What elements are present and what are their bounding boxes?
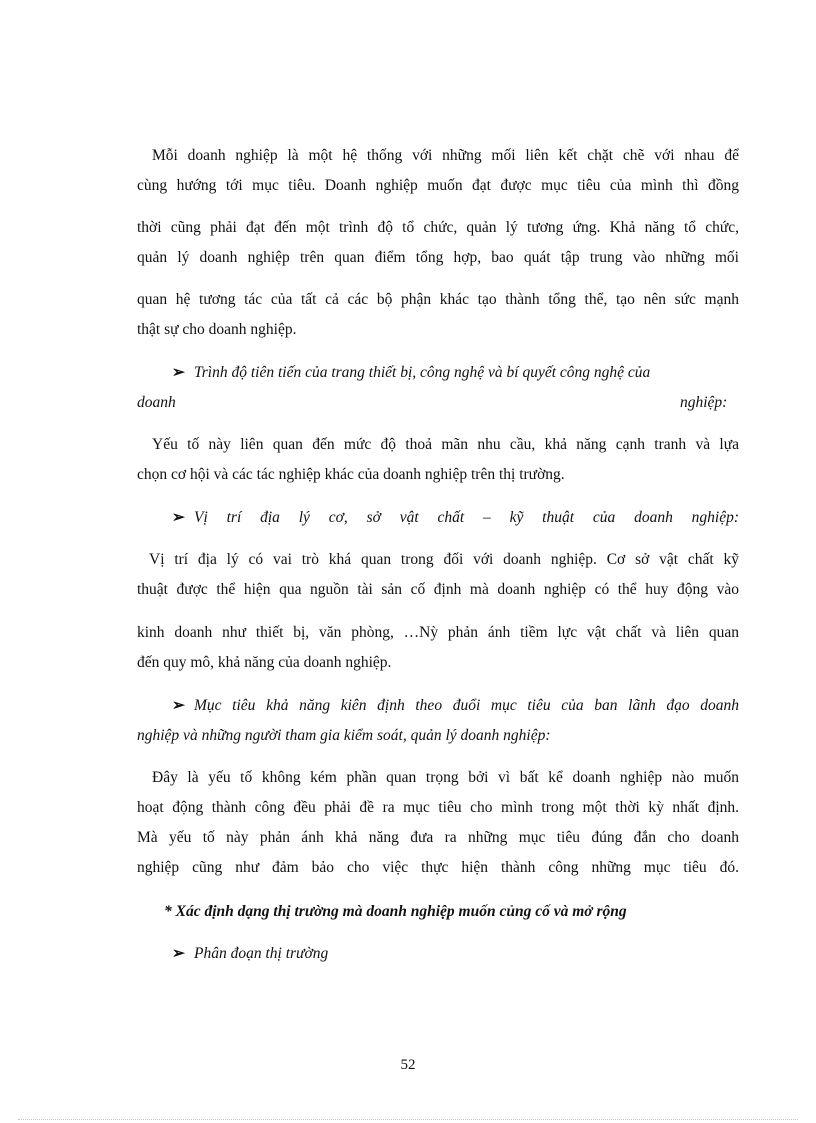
paragraph-1-line-3: thời cũng phải đạt đến một trình độ tổ chức, quản lý tương ứng. Khả năng tổ chức, bbox=[137, 219, 739, 236]
paragraph-1-line-1: Mỗi doanh nghiệp là một hệ thống với những mối liên kết chặt chẽ với nhau để bbox=[152, 147, 739, 164]
heading-3-line-2: nghiệp và những người tham gia kiểm soát, quản lý doanh nghiệp: bbox=[137, 727, 551, 744]
heading-1-line-1 bbox=[172, 363, 739, 383]
heading-1-line-2a: doanh bbox=[137, 394, 176, 411]
paragraph-2-line-1: Yếu tố này liên quan đến mức độ thoả mãn nhu cầu, khả năng cạnh tranh và lựa bbox=[152, 436, 739, 453]
page-number: 52 bbox=[400, 1057, 416, 1073]
arrow-bullet-icon: ➢ bbox=[172, 697, 185, 714]
paragraph-3-line-4: đến quy mô, khả năng của doanh nghiệp. bbox=[137, 654, 392, 671]
paragraph-1-line-5: quan hệ tương tác của tất cả các bộ phận khác tạo thành tổng thể, tạo nên sức mạnh bbox=[137, 291, 739, 308]
heading-1-line-2b: nghiệp: bbox=[680, 394, 728, 411]
paragraph-4-line-1: Đây là yếu tố không kém phần quan trọng bởi vì bất kể doanh nghiệp nào muốn bbox=[152, 769, 739, 786]
heading-3-text: Mục tiêu khả năng kiên định theo đuổi mục tiêu của ban lãnh đạo doanh bbox=[194, 697, 739, 714]
paragraph-4-line-3: Mà yếu tố này phản ánh khả năng đưa ra những mục tiêu đúng đắn cho doanh bbox=[137, 829, 739, 846]
paragraph-2-line-2: chọn cơ hội và các tác nghiệp khác của doanh nghiệp trên thị trường. bbox=[137, 466, 565, 483]
arrow-bullet-icon: ➢ bbox=[172, 509, 185, 526]
paragraph-1-line-4: quản lý doanh nghiệp trên quan điểm tổng hợp, bao quát tập trung vào những mối bbox=[137, 249, 739, 266]
heading-1-text: Trình độ tiên tiến của trang thiết bị, công nghệ và bí quyết công nghệ của bbox=[194, 364, 651, 381]
paragraph-3-line-2: thuật được thể hiện qua nguồn tài sản cố định mà doanh nghiệp có thể huy động vào bbox=[137, 581, 739, 598]
paragraph-4-line-4: nghiệp cũng như đảm bảo cho việc thực hiện thành công những mục tiêu đó. bbox=[137, 859, 739, 876]
paragraph-4-line-2: hoạt động thành công đều phải đề ra mục tiêu cho mình trong một thời kỳ nhất định. bbox=[137, 799, 739, 816]
heading-2-text: Vị trí địa lý cơ, sở vật chất – kỹ thuật của doanh nghiệp: bbox=[194, 509, 739, 526]
footer-divider bbox=[18, 1119, 798, 1120]
arrow-bullet-icon: ➢ bbox=[172, 364, 185, 381]
section-heading: * Xác định dạng thị trường mà doanh nghiệp muốn củng cố và mở rộng bbox=[164, 903, 627, 920]
sub-heading-text: Phân đoạn thị trường bbox=[194, 945, 329, 962]
heading-3-line-1 bbox=[172, 696, 739, 716]
sub-heading bbox=[172, 944, 328, 964]
paragraph-1-line-6: thật sự cho doanh nghiệp. bbox=[137, 321, 297, 338]
paragraph-3-line-3: kinh doanh như thiết bị, văn phòng, …Nỳ phản ánh tiềm lực vật chất và liên quan bbox=[137, 624, 739, 641]
arrow-bullet-icon: ➢ bbox=[172, 945, 185, 962]
paragraph-3-line-1: Vị trí địa lý có vai trò khá quan trong đối với doanh nghiệp. Cơ sở vật chất kỹ bbox=[149, 551, 739, 568]
heading-2-line-1 bbox=[172, 508, 739, 528]
paragraph-1-line-2: cùng hướng tới mục tiêu. Doanh nghiệp muốn đạt được mục tiêu của mình thì đồng bbox=[137, 177, 739, 194]
